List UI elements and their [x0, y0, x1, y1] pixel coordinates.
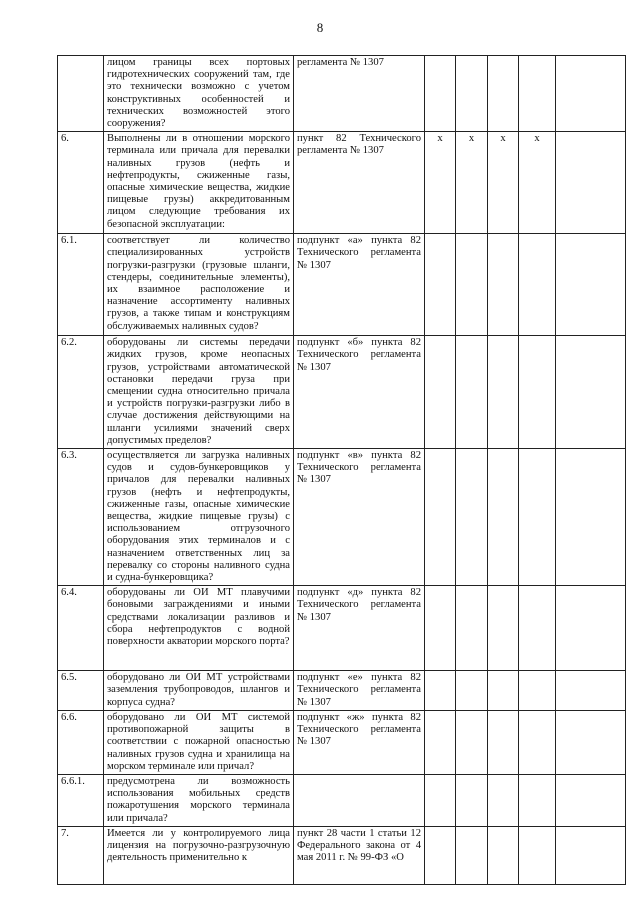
mark-cell — [488, 710, 519, 774]
reference-cell — [294, 774, 425, 826]
row-number-cell: 6.4. — [58, 586, 104, 671]
notes-cell — [556, 586, 626, 671]
question-cell: оборудованы ли системы передачи жидких грузов, кроме неопасных грузов, устройствами автоматической остановки передачи груза при смещении судна относительно причала и устройств погрузки-разгрузки либо в случае достижения действующими на шланги усилиями значений сверх допустимых пределов? — [104, 336, 294, 449]
row-number-cell: 6.6.1. — [58, 774, 104, 826]
notes-cell — [556, 826, 626, 884]
notes-cell — [556, 710, 626, 774]
mark-cell — [425, 234, 456, 336]
mark-cell — [488, 336, 519, 449]
mark-cell — [425, 586, 456, 671]
question-cell: лицом границы всех портовых гидротехнических сооружений там, где это технически возможно с учетом конструктивных особенностей и технических возможностей этого сооружения? — [104, 56, 294, 132]
mark-cell — [456, 586, 488, 671]
notes-cell — [556, 774, 626, 826]
mark-cell — [456, 56, 488, 132]
mark-cell — [488, 671, 519, 711]
table-row — [58, 449, 626, 586]
table-row — [58, 586, 626, 671]
table-row — [58, 234, 626, 336]
mark-cell — [519, 449, 556, 586]
mark-cell — [519, 56, 556, 132]
notes-cell — [556, 234, 626, 336]
mark-cell — [519, 234, 556, 336]
reference-cell: регламента № 1307 — [294, 56, 425, 132]
mark-cell — [425, 449, 456, 586]
mark-cell: x — [425, 132, 456, 234]
mark-cell: x — [488, 132, 519, 234]
reference-cell: подпункт «ж» пункта 82 Технического регламента № 1307 — [294, 710, 425, 774]
question-cell: предусмотрена ли возможность использования мобильных средств пожаротушения морского терминала или причала? — [104, 774, 294, 826]
row-number-cell: 6.1. — [58, 234, 104, 336]
row-number-cell: 6.5. — [58, 671, 104, 711]
row-number-cell: 7. — [58, 826, 104, 884]
question-cell: осуществляется ли загрузка наливных судов и судов-бункеровщиков у причалов для перевалки наливных грузов (нефть и нефтепродукты, сжиженные газы, опасные химические вещества, жидкие пищевые грузы) с использованием отгрузочного оборудования этих терминалов и с назначением ответственных лиц за перевалку со стороны наливного судна и судна-бункеровщика? — [104, 449, 294, 586]
mark-cell — [425, 826, 456, 884]
mark-cell — [519, 336, 556, 449]
row-number-cell: 6.2. — [58, 336, 104, 449]
mark-cell — [456, 671, 488, 711]
reference-cell: подпункт «е» пункта 82 Технического регламента № 1307 — [294, 671, 425, 711]
question-cell: Выполнены ли в отношении морского терминала или причала для перевалки наливных грузов (нефть и нефтепродукты, сжиженные газы, опасные химические вещества, жидкие пищевые грузы) аккредитованным лицом следующие требования их безопасной эксплуатации: — [104, 132, 294, 234]
reference-cell: подпункт «б» пункта 82 Технического регламента № 1307 — [294, 336, 425, 449]
mark-cell — [425, 671, 456, 711]
mark-cell — [488, 774, 519, 826]
row-number-cell — [58, 56, 104, 132]
table-row — [58, 826, 626, 884]
mark-cell — [425, 774, 456, 826]
reference-cell: подпункт «в» пункта 82 Технического регламента № 1307 — [294, 449, 425, 586]
table-row — [58, 336, 626, 449]
row-number-cell: 6.3. — [58, 449, 104, 586]
mark-cell: x — [456, 132, 488, 234]
notes-cell — [556, 132, 626, 234]
table-row — [58, 671, 626, 711]
reference-cell: пункт 28 части 1 статьи 12 Федерального закона от 4 мая 2011 г. № 99-ФЗ «О — [294, 826, 425, 884]
table-row — [58, 774, 626, 826]
mark-cell — [425, 710, 456, 774]
notes-cell — [556, 449, 626, 586]
notes-cell — [556, 336, 626, 449]
table-row — [58, 710, 626, 774]
reference-cell: подпункт «д» пункта 82 Технического регламента № 1307 — [294, 586, 425, 671]
notes-cell — [556, 56, 626, 132]
mark-cell — [519, 774, 556, 826]
question-cell: соответствует ли количество специализированных устройств погрузки-разгрузки (грузовые шланги, стендеры, соединительные элементы), их взаимное расположение и назначение ассортименту наливных грузов, а также типам и конструкциям обслуживаемых наливных судов? — [104, 234, 294, 336]
mark-cell — [488, 234, 519, 336]
mark-cell — [519, 586, 556, 671]
mark-cell — [488, 56, 519, 132]
mark-cell — [456, 710, 488, 774]
mark-cell: x — [519, 132, 556, 234]
reference-cell: подпункт «а» пункта 82 Технического регламента № 1307 — [294, 234, 425, 336]
row-number-cell: 6.6. — [58, 710, 104, 774]
mark-cell — [488, 826, 519, 884]
question-cell: оборудовано ли ОИ МТ устройствами заземления трубопроводов, шлангов и корпуса судна? — [104, 671, 294, 711]
checklist-body — [58, 56, 626, 885]
mark-cell — [456, 234, 488, 336]
mark-cell — [425, 56, 456, 132]
mark-cell — [456, 449, 488, 586]
mark-cell — [488, 449, 519, 586]
question-cell: Имеется ли у контролируемого лица лицензия на погрузочно-разгрузочную деятельность применительно к — [104, 826, 294, 884]
notes-cell — [556, 671, 626, 711]
question-cell: оборудовано ли ОИ МТ системой противопожарной защиты в соответствии с пожарной опасностью наливных грузов судна и хранилища на морском терминале или причал? — [104, 710, 294, 774]
reference-cell: пункт 82 Технического регламента № 1307 — [294, 132, 425, 234]
mark-cell — [519, 826, 556, 884]
question-cell: оборудованы ли ОИ МТ плавучими боновыми заграждениями и иными средствами локализации разливов и сбора нефтепродуктов с водной поверхности акватории морского порта? — [104, 586, 294, 671]
mark-cell — [425, 336, 456, 449]
table-row — [58, 56, 626, 132]
mark-cell — [519, 710, 556, 774]
mark-cell — [519, 671, 556, 711]
table-row — [58, 132, 626, 234]
mark-cell — [456, 336, 488, 449]
page-number: 8 — [316, 20, 324, 35]
checklist-table — [57, 55, 626, 885]
row-number-cell: 6. — [58, 132, 104, 234]
mark-cell — [488, 586, 519, 671]
mark-cell — [456, 826, 488, 884]
mark-cell — [456, 774, 488, 826]
